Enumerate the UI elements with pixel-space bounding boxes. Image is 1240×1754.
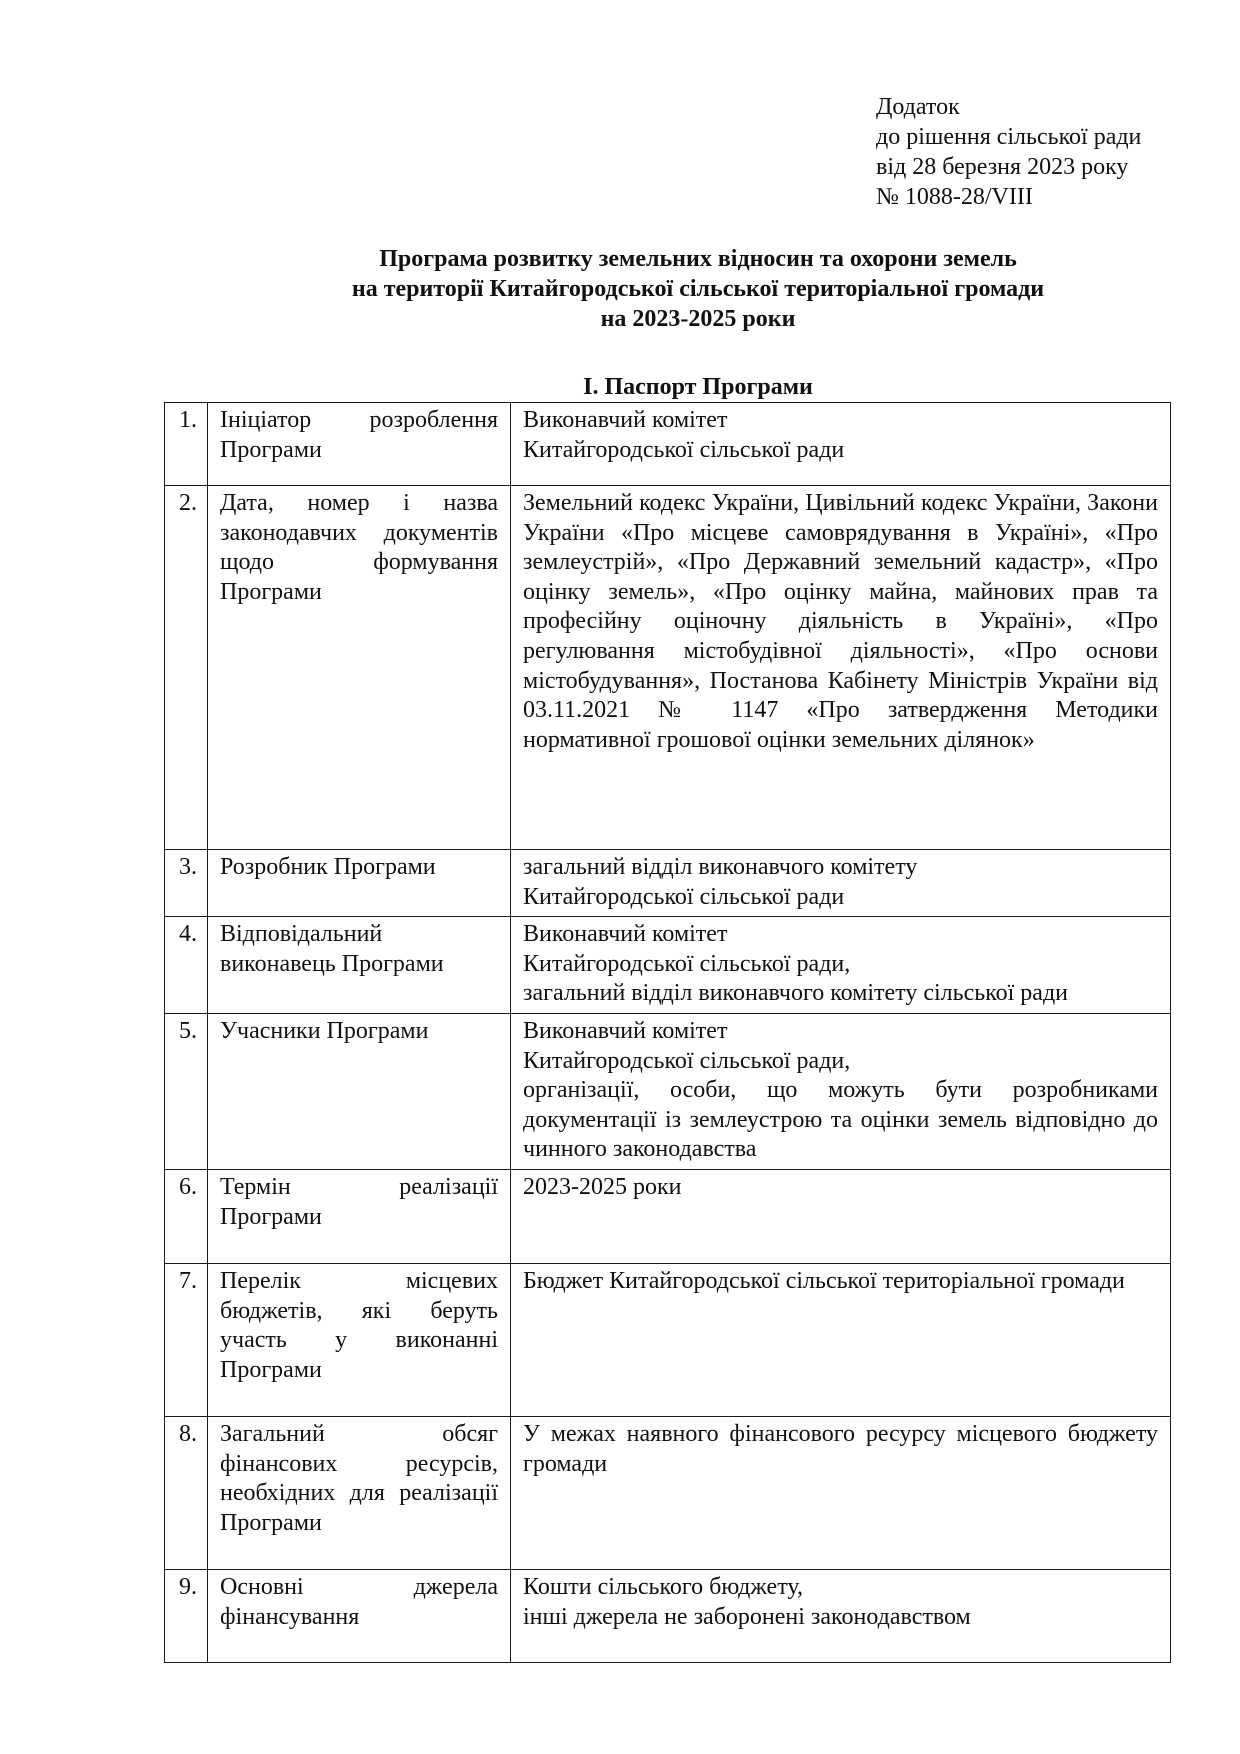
parameter-name: Відповідальний виконавець Програми [208, 917, 511, 1014]
title-line-2: на території Китайгородської сільської територіальної громади [351, 276, 1045, 302]
parameter-name: Розробник Програми [208, 850, 511, 917]
parameter-value: Виконавчий комітет Китайгородської сільської ради [511, 403, 1171, 486]
row-number: 3. [165, 850, 208, 917]
row-number: 1. [165, 403, 208, 486]
row-number: 6. [165, 1169, 208, 1263]
parameter-name: Дата, номер і назва законодавчих документів щодо формування Програми [208, 486, 511, 850]
row-number: 7. [165, 1263, 208, 1416]
row-number: 4. [165, 917, 208, 1014]
parameter-value: Кошти сільського бюджету, інші джерела не заборонені законодавством [511, 1569, 1171, 1662]
table-row [165, 1416, 1171, 1569]
passport-table-body [165, 403, 1171, 1663]
table-row [165, 403, 1171, 486]
parameter-value: Земельний кодекс України, Цивільний кодекс України, Закони України «Про місцеве самоврядування в Україні», «Про землеустрій», «Про Державний земельний кадастр», «Про оцінку земель», «Про оцінку майна, майнових прав та професійну оціночну діяльність в Україні», «Про регулювання містобудівної діяльності», «Про основи містобудування», Постанова Кабінету Міністрів України від 03.11.2021 № 1147 «Про затвердження Методики нормативної грошової оцінки земельних ділянок» [511, 486, 1171, 850]
row-number: 9. [165, 1569, 208, 1662]
row-number: 8. [165, 1416, 208, 1569]
annex-line-2: до рішення сільської ради [876, 124, 1142, 150]
parameter-value: Виконавчий комітет Китайгородської сільської ради, загальний відділ виконавчого комітету сільської ради [511, 917, 1171, 1014]
passport-table [164, 402, 1171, 1663]
table-row [165, 1569, 1171, 1662]
parameter-value: загальний відділ виконавчого комітету Китайгородської сільської ради [511, 850, 1171, 917]
parameter-name: Ініціатор розроблення Програми [208, 403, 511, 486]
table-row [165, 917, 1171, 1014]
title-line-3: на 2023-2025 роки [600, 306, 796, 332]
table-row [165, 486, 1171, 850]
parameter-name: Учасники Програми [208, 1013, 511, 1169]
parameter-value: 2023-2025 роки [511, 1169, 1171, 1263]
row-number: 2. [165, 486, 208, 850]
table-row [165, 1169, 1171, 1263]
parameter-value: У межах наявного фінансового ресурсу місцевого бюджету громади [511, 1416, 1171, 1569]
annex-block [876, 92, 1141, 212]
parameter-value: Бюджет Китайгородської сільської територіальної громади [511, 1263, 1171, 1416]
parameter-name: Основні джерела фінансування [208, 1569, 511, 1662]
table-row [165, 1013, 1171, 1169]
row-number: 5. [165, 1013, 208, 1169]
section-heading: І. Паспорт Програми [583, 374, 813, 400]
table-row [165, 850, 1171, 917]
parameter-value: Виконавчий комітет Китайгородської сільської ради, організації, особи, що можуть бути розробниками документації із землеустрою та оцінки земель відповідно до чинного законодавства [511, 1013, 1171, 1169]
document-title [0, 244, 1240, 334]
annex-line-3: від 28 березня 2023 року [876, 154, 1129, 180]
parameter-name: Термін реалізації Програми [208, 1169, 511, 1263]
title-line-1: Програма розвитку земельних відносин та охорони земель [379, 246, 1017, 272]
annex-line-4: № 1088-28/VIII [876, 184, 1033, 210]
table-row [165, 1263, 1171, 1416]
parameter-name: Перелік місцевих бюджетів, які беруть участь у виконанні Програми [208, 1263, 511, 1416]
parameter-name: Загальний обсяг фінансових ресурсів, необхідних для реалізації Програми [208, 1416, 511, 1569]
annex-line-1: Додаток [876, 94, 960, 120]
